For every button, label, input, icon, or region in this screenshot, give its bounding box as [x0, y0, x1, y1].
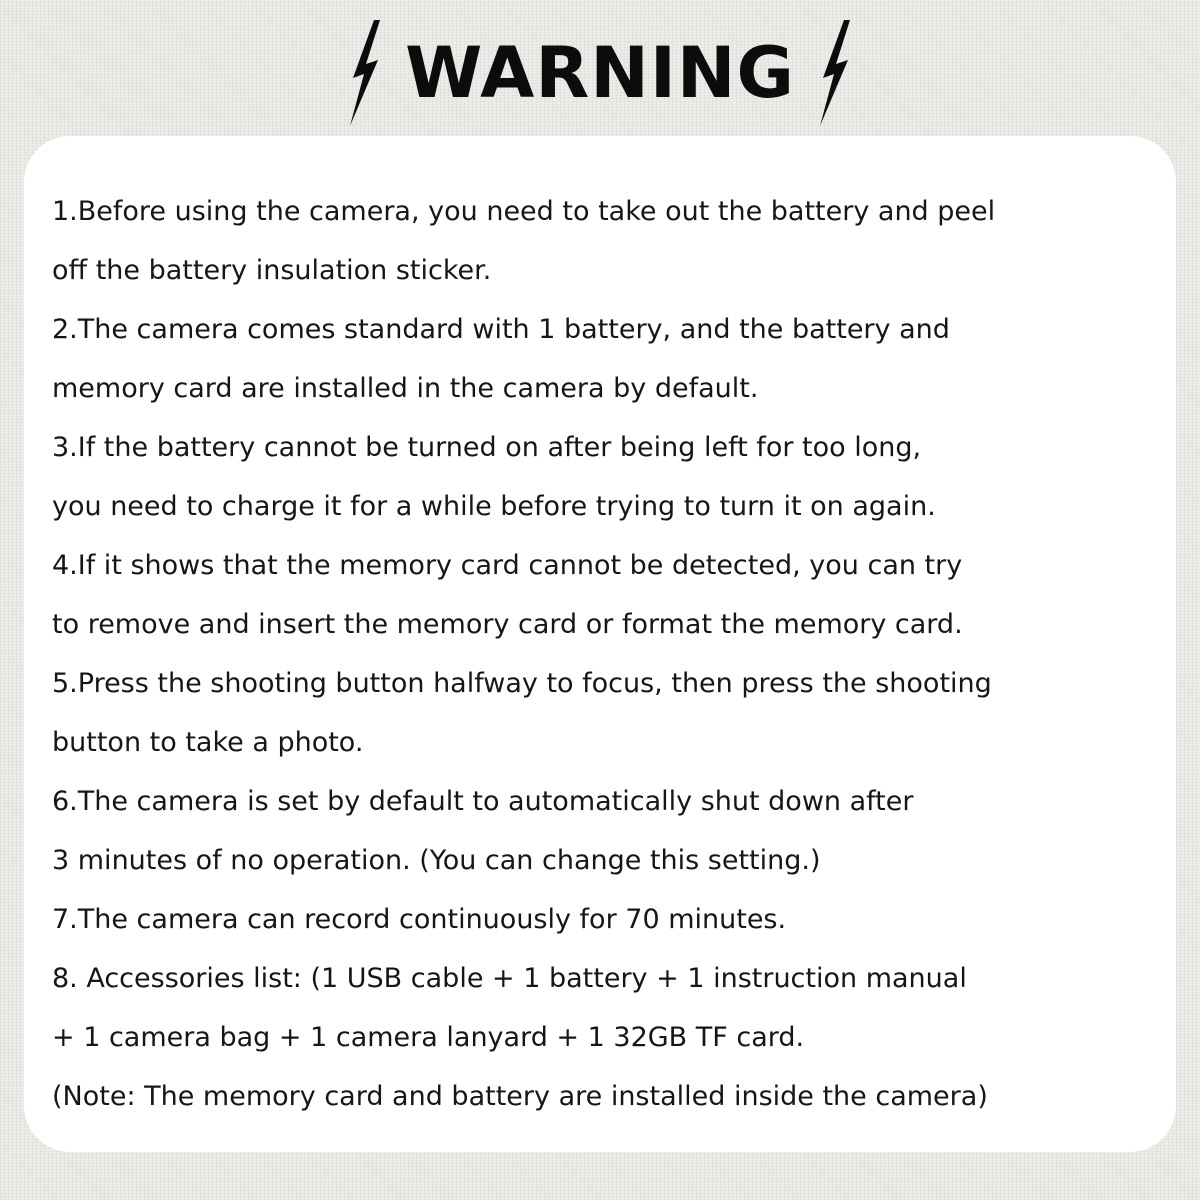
notice-line: 3.If the battery cannot be turned on after being left for too long,: [52, 432, 922, 463]
notice-line: button to take a photo.: [52, 727, 364, 758]
notice-line: (Note: The memory card and battery are installed inside the camera): [52, 1081, 988, 1112]
notice-line: to remove and insert the memory card or format the memory card.: [52, 609, 963, 640]
notice-line: 2.The camera comes standard with 1 battery, and the battery and: [52, 314, 950, 345]
notice-line: 7.The camera can record continuously for 70 minutes.: [52, 904, 787, 935]
lightning-bolt-icon: [817, 20, 853, 126]
notice-text: [52, 182, 1162, 1126]
notice-line: 1.Before using the camera, you need to take out the battery and peel: [52, 196, 996, 227]
notice-line: + 1 camera bag + 1 camera lanyard + 1 32GB TF card.: [52, 1022, 805, 1053]
notice-line: off the battery insulation sticker.: [52, 255, 492, 286]
warning-header: [0, 18, 1200, 128]
notice-line: 5.Press the shooting button halfway to focus, then press the shooting: [52, 668, 992, 699]
warning-title: WARNING: [405, 32, 795, 114]
notice-line: you need to charge it for a while before trying to turn it on again.: [52, 491, 936, 522]
notice-line: memory card are installed in the camera by default.: [52, 373, 759, 404]
notice-line: 6.The camera is set by default to automatically shut down after: [52, 786, 914, 817]
notice-line: 3 minutes of no operation. (You can change this setting.): [52, 845, 821, 876]
notice-line: 4.If it shows that the memory card cannot be detected, you can try: [52, 550, 963, 581]
notice-line: 8. Accessories list: (1 USB cable + 1 battery + 1 instruction manual: [52, 963, 967, 994]
lightning-bolt-icon: [347, 20, 383, 126]
